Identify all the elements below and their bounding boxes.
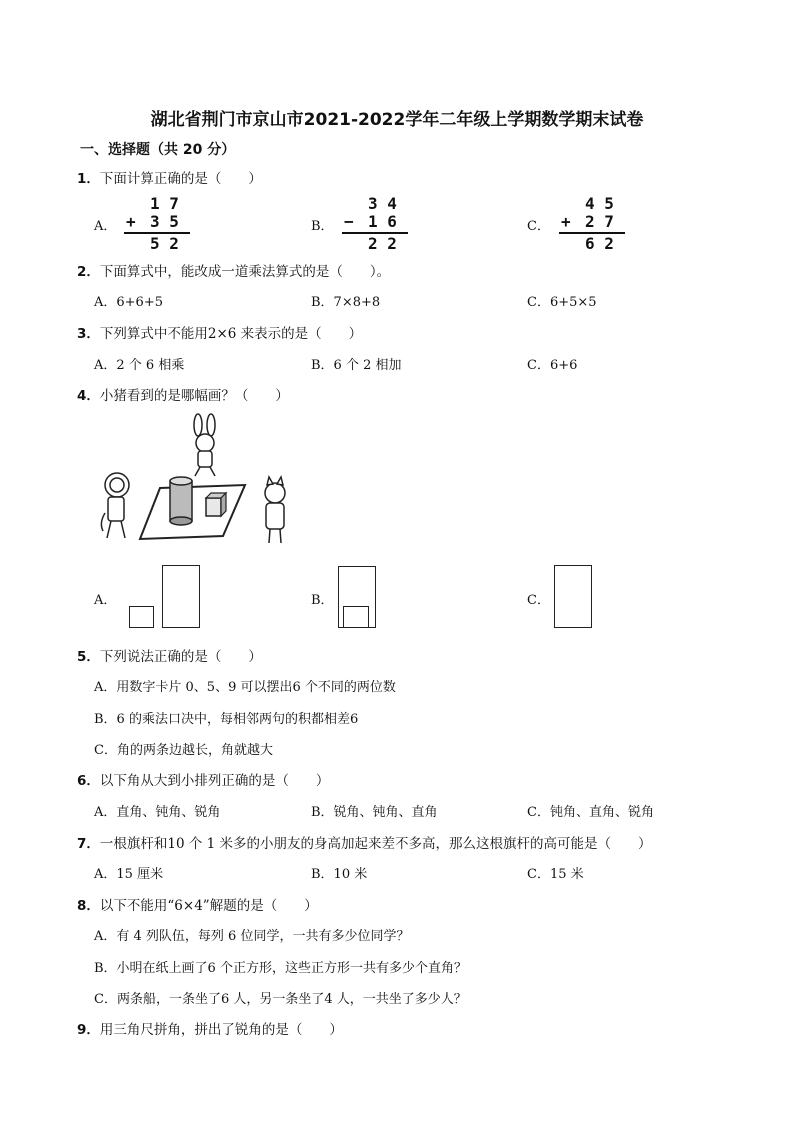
q4-option-c-label: C． [527,593,550,608]
question-5: 5．下列说法正确的是（ ） [77,649,262,665]
q4-a-small-square [129,606,154,628]
q7-option-b: B．10 米 [311,867,368,882]
q2-option-a: A．6+6+5 [94,295,163,310]
q1-c-result: 6 2 [585,234,614,253]
q1-option-c-label: C． [527,219,550,234]
q1-a-top: 1 7 [150,194,179,213]
q3-option-a: A．2 个 6 相乘 [94,358,185,373]
rabbit-figure [194,414,215,476]
q1-c-top: 4 5 [585,194,614,213]
q5-option-b: B．6 的乘法口决中，每相邻两句的积都相差6 [94,712,359,727]
pig-figure [265,477,285,543]
q4-option-a-label: A． [94,593,117,608]
question-9: 9．用三角尺拼角，拼出了锐角的是（ ） [77,1022,343,1038]
question-2: 2．下面算式中，能改成一道乘法算式的是（ ）。 [77,264,391,280]
q7-option-c: C．15 米 [527,867,584,882]
cube-object [206,493,226,516]
q1-c-op: + [561,212,571,231]
q1-b-top: 3 4 [368,194,397,213]
question-7: 7．一根旗杆和10 个 1 米多的小朋友的身高加起来差不多高，那么这根旗杆的高可能是（ ） [77,836,652,852]
q5-option-a: A．用数字卡片 0、5、9 可以摆出6 个不同的两位数 [94,680,396,695]
q7-option-a: A．15 厘米 [94,867,164,882]
q4-a-tall-rectangle [162,565,200,628]
q2-option-c: C．6+5×5 [527,295,597,310]
q6-option-b: B．锐角、钝角、直角 [311,805,438,820]
q1-a-result: 5 2 [150,234,179,253]
q8-option-a: A．有 4 列队伍，每列 6 位同学，一共有多少位同学？ [94,929,410,944]
q8-option-b: B．小明在纸上画了6 个正方形，这些正方形一共有多少个直角？ [94,961,467,976]
q8-option-c: C．两条船，一条坐了6 人，另一条坐了4 人，一共坐了多少人？ [94,992,467,1007]
q3-option-c: C．6+6 [527,358,578,373]
q1-a-mid: 3 5 [150,212,179,231]
q1-option-b-label: B． [311,219,334,234]
q6-option-a: A．直角、钝角、锐角 [94,805,221,820]
q4-scene-illustration [95,413,300,548]
q1-option-a-vertical-calc [120,194,200,254]
question-4: 4．小猪看到的是哪幅画？（ ） [77,388,289,404]
q1-b-result: 2 2 [368,234,397,253]
page-title: 湖北省荆门市京山市2021-2022学年二年级上学期数学期末试卷 [150,110,644,130]
q1-b-mid: 1 6 [368,212,397,231]
q4-c-tall-rectangle [554,565,592,628]
q4-b-small-square [343,606,369,628]
q1-option-b-vertical-calc [338,194,418,254]
q3-option-b: B．6 个 2 相加 [311,358,402,373]
q6-option-c: C．钝角、直角、锐角 [527,805,654,820]
lion-figure [101,473,129,538]
q1-option-c-vertical-calc [555,194,635,254]
q1-option-a-label: A． [94,219,117,234]
q1-b-op: − [344,212,354,231]
cylinder-object [170,477,192,525]
question-1: 1．下面计算正确的是（ ） [77,171,262,187]
q2-option-b: B．7×8+8 [311,295,381,310]
q1-a-op: + [126,212,136,231]
question-8: 8．以下不能用“6×4”解题的是（ ） [77,898,318,914]
q5-option-c: C．角的两条边越长，角就越大 [94,743,273,758]
question-3: 3．下列算式中不能用2×6 来表示的是（ ） [77,326,363,342]
section-heading: 一、选择题（共 20 分） [80,142,236,158]
q4-option-b-label: B． [311,593,334,608]
q1-c-mid: 2 7 [585,212,614,231]
question-6: 6．以下角从大到小排列正确的是（ ） [77,773,330,789]
